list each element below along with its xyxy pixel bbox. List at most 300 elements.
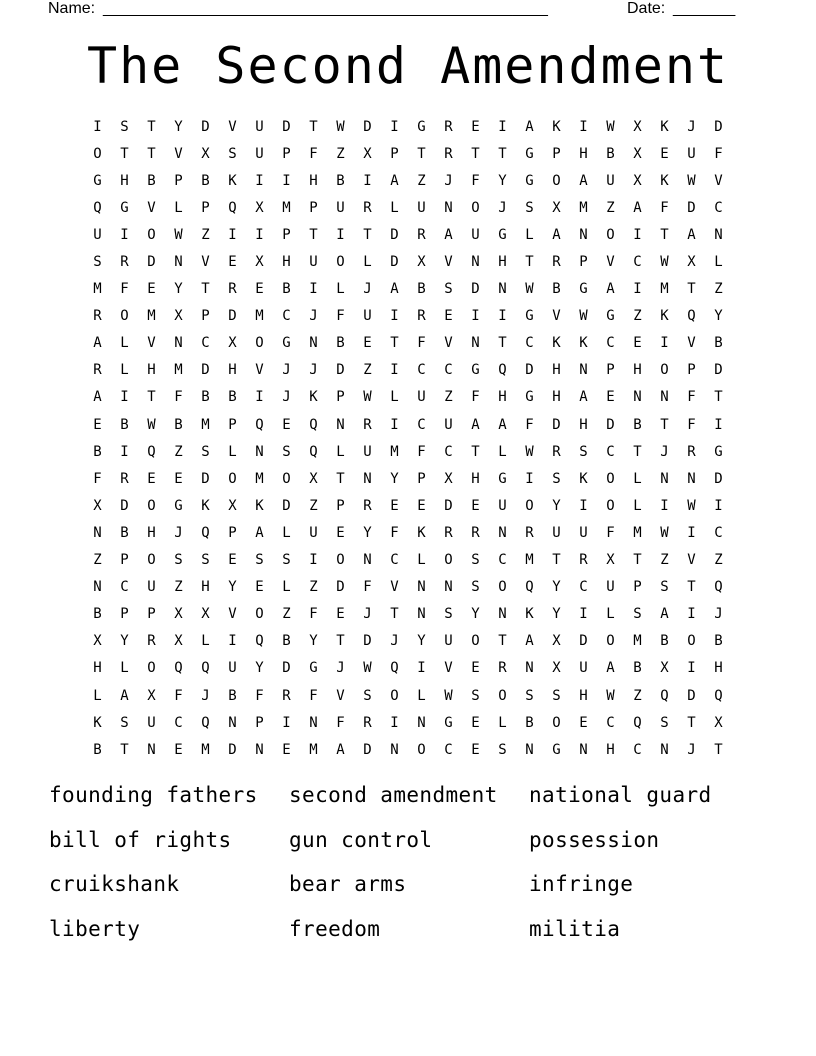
grid-letter[interactable]: N (93, 524, 102, 541)
grid-letter[interactable]: C (714, 199, 723, 216)
grid-letter[interactable]: T (660, 226, 669, 243)
grid-letter[interactable]: N (444, 579, 453, 596)
grid-letter[interactable]: F (336, 308, 345, 325)
grid-letter[interactable]: I (579, 606, 588, 623)
grid-letter[interactable]: U (255, 118, 264, 135)
grid-letter[interactable]: U (471, 226, 480, 243)
grid-letter[interactable]: T (660, 416, 669, 433)
grid-letter[interactable]: I (579, 497, 588, 514)
grid-letter[interactable]: T (120, 145, 129, 162)
grid-letter[interactable]: X (201, 606, 210, 623)
grid-letter[interactable]: A (606, 281, 615, 298)
grid-letter[interactable]: I (498, 118, 507, 135)
grid-letter[interactable]: W (606, 118, 615, 135)
grid-letter[interactable]: W (687, 497, 696, 514)
grid-letter[interactable]: N (714, 226, 723, 243)
grid-letter[interactable]: N (309, 335, 318, 352)
grid-letter[interactable]: J (363, 606, 372, 623)
grid-letter[interactable]: E (147, 281, 156, 298)
grid-letter[interactable]: G (579, 281, 588, 298)
grid-letter[interactable]: F (93, 470, 102, 487)
grid-letter[interactable]: Q (714, 579, 723, 596)
grid-letter[interactable]: B (633, 416, 642, 433)
grid-letter[interactable]: M (201, 416, 210, 433)
grid-letter[interactable]: W (660, 524, 669, 541)
grid-letter[interactable]: I (525, 470, 534, 487)
grid-letter[interactable]: R (525, 524, 534, 541)
grid-letter[interactable]: M (282, 199, 291, 216)
grid-letter[interactable]: F (687, 416, 696, 433)
grid-letter[interactable]: U (363, 443, 372, 460)
grid-letter[interactable]: B (93, 741, 102, 758)
grid-letter[interactable]: B (552, 281, 561, 298)
grid-letter[interactable]: Z (363, 362, 372, 379)
grid-letter[interactable]: O (120, 308, 129, 325)
grid-letter[interactable]: P (147, 606, 156, 623)
grid-letter[interactable]: R (363, 199, 372, 216)
grid-letter[interactable]: D (525, 362, 534, 379)
grid-letter[interactable]: I (282, 714, 291, 731)
grid-letter[interactable]: I (579, 118, 588, 135)
grid-letter[interactable]: I (120, 389, 129, 406)
grid-letter[interactable]: T (633, 552, 642, 569)
grid-letter[interactable]: Z (174, 443, 183, 460)
grid-letter[interactable]: I (93, 118, 102, 135)
grid-letter[interactable]: Q (390, 660, 399, 677)
grid-letter[interactable]: G (525, 308, 534, 325)
grid-letter[interactable]: F (255, 687, 264, 704)
grid-letter[interactable]: X (444, 470, 453, 487)
grid-letter[interactable]: W (363, 389, 372, 406)
grid-letter[interactable]: M (255, 470, 264, 487)
grid-letter[interactable]: H (93, 660, 102, 677)
grid-letter[interactable]: E (336, 606, 345, 623)
grid-letter[interactable]: J (282, 389, 291, 406)
grid-letter[interactable]: X (255, 199, 264, 216)
grid-letter[interactable]: R (417, 308, 426, 325)
grid-letter[interactable]: C (606, 714, 615, 731)
grid-letter[interactable]: Q (201, 714, 210, 731)
grid-letter[interactable]: A (525, 118, 534, 135)
grid-letter[interactable]: D (336, 362, 345, 379)
grid-letter[interactable]: U (552, 524, 561, 541)
grid-letter[interactable]: U (147, 579, 156, 596)
grid-letter[interactable]: C (444, 443, 453, 460)
grid-letter[interactable]: Q (525, 579, 534, 596)
grid-letter[interactable]: P (336, 389, 345, 406)
grid-letter[interactable]: D (363, 633, 372, 650)
grid-letter[interactable]: J (363, 281, 372, 298)
grid-letter[interactable]: L (120, 335, 129, 352)
grid-letter[interactable]: R (687, 443, 696, 460)
grid-letter[interactable]: X (255, 254, 264, 271)
grid-letter[interactable]: U (309, 254, 318, 271)
grid-letter[interactable]: C (444, 362, 453, 379)
grid-letter[interactable]: I (660, 497, 669, 514)
grid-letter[interactable]: A (660, 606, 669, 623)
grid-letter[interactable]: S (363, 687, 372, 704)
grid-letter[interactable]: X (552, 199, 561, 216)
grid-letter[interactable]: E (174, 741, 183, 758)
grid-letter[interactable]: L (363, 254, 372, 271)
grid-letter[interactable]: G (525, 172, 534, 189)
grid-letter[interactable]: D (147, 254, 156, 271)
grid-letter[interactable]: V (255, 362, 264, 379)
grid-letter[interactable]: R (498, 660, 507, 677)
grid-letter[interactable]: J (444, 172, 453, 189)
grid-letter[interactable]: J (687, 741, 696, 758)
grid-letter[interactable]: T (714, 741, 723, 758)
grid-letter[interactable]: D (120, 497, 129, 514)
grid-letter[interactable]: R (93, 362, 102, 379)
grid-letter[interactable]: H (147, 362, 156, 379)
grid-letter[interactable]: Y (552, 606, 561, 623)
grid-letter[interactable]: Y (363, 524, 372, 541)
grid-letter[interactable]: L (714, 254, 723, 271)
grid-letter[interactable]: A (255, 524, 264, 541)
grid-letter[interactable]: H (714, 660, 723, 677)
grid-letter[interactable]: E (282, 416, 291, 433)
grid-letter[interactable]: L (633, 470, 642, 487)
grid-letter[interactable]: V (228, 118, 237, 135)
grid-letter[interactable]: E (363, 335, 372, 352)
grid-letter[interactable]: I (660, 335, 669, 352)
grid-letter[interactable]: A (525, 633, 534, 650)
grid-letter[interactable]: U (147, 714, 156, 731)
grid-letter[interactable]: V (228, 606, 237, 623)
grid-letter[interactable]: W (444, 687, 453, 704)
grid-letter[interactable]: R (417, 226, 426, 243)
grid-letter[interactable]: J (174, 524, 183, 541)
grid-letter[interactable]: Z (201, 226, 210, 243)
grid-letter[interactable]: H (309, 172, 318, 189)
grid-letter[interactable]: N (309, 714, 318, 731)
grid-letter[interactable]: U (336, 199, 345, 216)
grid-letter[interactable]: K (660, 172, 669, 189)
grid-letter[interactable]: E (471, 660, 480, 677)
grid-letter[interactable]: A (390, 281, 399, 298)
grid-letter[interactable]: Q (255, 416, 264, 433)
grid-letter[interactable]: O (417, 741, 426, 758)
grid-letter[interactable]: N (471, 335, 480, 352)
grid-letter[interactable]: A (390, 172, 399, 189)
grid-letter[interactable]: K (309, 389, 318, 406)
grid-letter[interactable]: A (444, 226, 453, 243)
grid-letter[interactable]: N (498, 606, 507, 623)
grid-letter[interactable]: O (147, 552, 156, 569)
grid-letter[interactable]: G (498, 226, 507, 243)
grid-letter[interactable]: O (552, 714, 561, 731)
grid-letter[interactable]: X (417, 254, 426, 271)
grid-letter[interactable]: B (606, 145, 615, 162)
grid-letter[interactable]: J (390, 633, 399, 650)
grid-letter[interactable]: Q (687, 308, 696, 325)
grid-letter[interactable]: I (498, 308, 507, 325)
grid-letter[interactable]: C (282, 308, 291, 325)
grid-letter[interactable]: K (579, 470, 588, 487)
grid-letter[interactable]: D (228, 741, 237, 758)
grid-letter[interactable]: D (390, 254, 399, 271)
grid-letter[interactable]: R (120, 470, 129, 487)
grid-letter[interactable]: V (147, 199, 156, 216)
grid-letter[interactable]: Z (282, 606, 291, 623)
grid-letter[interactable]: C (390, 552, 399, 569)
grid-letter[interactable]: D (471, 281, 480, 298)
grid-letter[interactable]: F (336, 714, 345, 731)
grid-letter[interactable]: F (174, 687, 183, 704)
grid-letter[interactable]: E (579, 714, 588, 731)
grid-letter[interactable]: R (228, 281, 237, 298)
grid-letter[interactable]: I (633, 281, 642, 298)
grid-letter[interactable]: D (714, 118, 723, 135)
grid-letter[interactable]: H (633, 362, 642, 379)
grid-letter[interactable]: N (255, 443, 264, 460)
grid-letter[interactable]: A (471, 416, 480, 433)
grid-letter[interactable]: O (606, 633, 615, 650)
grid-letter[interactable]: T (687, 714, 696, 731)
grid-letter[interactable]: V (687, 552, 696, 569)
grid-letter[interactable]: O (147, 226, 156, 243)
grid-letter[interactable]: F (606, 524, 615, 541)
grid-letter[interactable]: D (363, 118, 372, 135)
grid-letter[interactable]: G (282, 335, 291, 352)
grid-letter[interactable]: U (579, 660, 588, 677)
grid-letter[interactable]: W (525, 281, 534, 298)
grid-letter[interactable]: X (174, 606, 183, 623)
grid-letter[interactable]: V (714, 172, 723, 189)
grid-letter[interactable]: R (363, 497, 372, 514)
grid-letter[interactable]: U (444, 633, 453, 650)
grid-letter[interactable]: E (228, 254, 237, 271)
grid-letter[interactable]: P (120, 552, 129, 569)
grid-letter[interactable]: O (336, 552, 345, 569)
grid-letter[interactable]: O (498, 687, 507, 704)
grid-letter[interactable]: F (525, 416, 534, 433)
grid-letter[interactable]: D (228, 308, 237, 325)
grid-letter[interactable]: H (498, 254, 507, 271)
grid-letter[interactable]: P (390, 145, 399, 162)
grid-letter[interactable]: N (471, 254, 480, 271)
grid-letter[interactable]: F (363, 579, 372, 596)
grid-letter[interactable]: P (417, 470, 426, 487)
grid-letter[interactable]: J (714, 606, 723, 623)
grid-letter[interactable]: O (660, 362, 669, 379)
grid-letter[interactable]: T (363, 226, 372, 243)
grid-letter[interactable]: I (390, 118, 399, 135)
grid-letter[interactable]: I (633, 226, 642, 243)
grid-letter[interactable]: S (444, 606, 453, 623)
grid-letter[interactable]: C (579, 579, 588, 596)
grid-letter[interactable]: W (660, 254, 669, 271)
grid-letter[interactable]: I (471, 308, 480, 325)
grid-letter[interactable]: X (687, 254, 696, 271)
grid-letter[interactable]: P (255, 714, 264, 731)
grid-letter[interactable]: Y (174, 281, 183, 298)
grid-letter[interactable]: C (606, 443, 615, 460)
grid-letter[interactable]: O (606, 226, 615, 243)
grid-letter[interactable]: Y (390, 470, 399, 487)
grid-letter[interactable]: O (687, 633, 696, 650)
grid-letter[interactable]: J (660, 443, 669, 460)
name-field[interactable]: __________________________________________________ (103, 0, 548, 17)
grid-letter[interactable]: K (525, 606, 534, 623)
grid-letter[interactable]: N (390, 741, 399, 758)
grid-letter[interactable]: I (390, 416, 399, 433)
grid-letter[interactable]: E (228, 552, 237, 569)
grid-letter[interactable]: M (174, 362, 183, 379)
grid-letter[interactable]: U (93, 226, 102, 243)
grid-letter[interactable]: S (255, 552, 264, 569)
grid-letter[interactable]: A (579, 389, 588, 406)
grid-letter[interactable]: F (471, 172, 480, 189)
grid-letter[interactable]: Z (444, 389, 453, 406)
grid-letter[interactable]: X (201, 145, 210, 162)
grid-letter[interactable]: W (525, 443, 534, 460)
grid-letter[interactable]: H (579, 687, 588, 704)
grid-letter[interactable]: N (660, 470, 669, 487)
grid-letter[interactable]: J (498, 199, 507, 216)
grid-letter[interactable]: R (552, 254, 561, 271)
grid-letter[interactable]: L (390, 199, 399, 216)
grid-letter[interactable]: T (309, 118, 318, 135)
grid-letter[interactable]: M (579, 199, 588, 216)
grid-letter[interactable]: D (282, 497, 291, 514)
grid-letter[interactable]: B (633, 660, 642, 677)
grid-letter[interactable]: B (336, 335, 345, 352)
grid-letter[interactable]: I (228, 226, 237, 243)
grid-letter[interactable]: N (660, 389, 669, 406)
grid-letter[interactable]: X (309, 470, 318, 487)
grid-letter[interactable]: T (147, 145, 156, 162)
grid-letter[interactable]: I (255, 226, 264, 243)
grid-letter[interactable]: I (714, 416, 723, 433)
grid-letter[interactable]: H (201, 579, 210, 596)
grid-letter[interactable]: T (552, 552, 561, 569)
grid-letter[interactable]: I (255, 172, 264, 189)
grid-letter[interactable]: B (714, 335, 723, 352)
grid-letter[interactable]: E (633, 335, 642, 352)
grid-letter[interactable]: H (498, 389, 507, 406)
grid-letter[interactable]: G (714, 443, 723, 460)
grid-letter[interactable]: L (336, 281, 345, 298)
grid-letter[interactable]: L (498, 443, 507, 460)
grid-letter[interactable]: L (606, 606, 615, 623)
grid-letter[interactable]: L (498, 714, 507, 731)
grid-letter[interactable]: Y (498, 172, 507, 189)
grid-letter[interactable]: K (579, 335, 588, 352)
grid-letter[interactable]: V (174, 145, 183, 162)
grid-letter[interactable]: G (525, 389, 534, 406)
grid-letter[interactable]: W (147, 416, 156, 433)
grid-letter[interactable]: X (174, 308, 183, 325)
grid-letter[interactable]: N (525, 741, 534, 758)
grid-letter[interactable]: C (417, 362, 426, 379)
grid-letter[interactable]: O (444, 552, 453, 569)
grid-letter[interactable]: L (417, 687, 426, 704)
grid-letter[interactable]: M (633, 633, 642, 650)
grid-letter[interactable]: Z (309, 497, 318, 514)
grid-letter[interactable]: J (309, 362, 318, 379)
grid-letter[interactable]: T (498, 633, 507, 650)
grid-letter[interactable]: O (336, 254, 345, 271)
grid-letter[interactable]: Y (255, 660, 264, 677)
grid-letter[interactable]: B (525, 714, 534, 731)
grid-letter[interactable]: I (714, 497, 723, 514)
grid-letter[interactable]: G (552, 741, 561, 758)
grid-letter[interactable]: K (552, 335, 561, 352)
grid-letter[interactable]: R (120, 254, 129, 271)
grid-letter[interactable]: U (255, 145, 264, 162)
grid-letter[interactable]: A (687, 226, 696, 243)
grid-letter[interactable]: F (471, 389, 480, 406)
grid-letter[interactable]: Q (309, 416, 318, 433)
grid-letter[interactable]: S (282, 443, 291, 460)
grid-letter[interactable]: S (552, 470, 561, 487)
grid-letter[interactable]: B (201, 172, 210, 189)
grid-letter[interactable]: Q (498, 362, 507, 379)
grid-letter[interactable]: E (471, 714, 480, 731)
grid-letter[interactable]: M (633, 524, 642, 541)
grid-letter[interactable]: V (444, 254, 453, 271)
grid-letter[interactable]: S (93, 254, 102, 271)
grid-letter[interactable]: L (633, 497, 642, 514)
grid-letter[interactable]: U (363, 308, 372, 325)
grid-letter[interactable]: P (201, 308, 210, 325)
grid-letter[interactable]: Q (93, 199, 102, 216)
grid-letter[interactable]: L (201, 633, 210, 650)
grid-letter[interactable]: U (579, 524, 588, 541)
grid-letter[interactable]: W (363, 660, 372, 677)
grid-letter[interactable]: P (687, 362, 696, 379)
grid-letter[interactable]: J (201, 687, 210, 704)
grid-letter[interactable]: E (336, 524, 345, 541)
grid-letter[interactable]: P (606, 362, 615, 379)
grid-letter[interactable]: G (498, 470, 507, 487)
grid-letter[interactable]: X (633, 172, 642, 189)
grid-letter[interactable]: T (633, 443, 642, 460)
grid-letter[interactable]: G (309, 660, 318, 677)
grid-letter[interactable]: M (93, 281, 102, 298)
grid-letter[interactable]: Y (471, 606, 480, 623)
grid-letter[interactable]: X (93, 633, 102, 650)
grid-letter[interactable]: E (471, 118, 480, 135)
grid-letter[interactable]: X (606, 552, 615, 569)
grid-letter[interactable]: C (633, 741, 642, 758)
grid-letter[interactable]: S (471, 552, 480, 569)
grid-letter[interactable]: X (633, 145, 642, 162)
grid-letter[interactable]: N (174, 254, 183, 271)
grid-letter[interactable]: H (579, 145, 588, 162)
grid-letter[interactable]: O (255, 606, 264, 623)
grid-letter[interactable]: J (336, 660, 345, 677)
grid-letter[interactable]: K (417, 524, 426, 541)
grid-letter[interactable]: C (174, 714, 183, 731)
grid-letter[interactable]: H (552, 362, 561, 379)
grid-letter[interactable]: T (390, 335, 399, 352)
grid-letter[interactable]: D (687, 687, 696, 704)
grid-letter[interactable]: K (660, 118, 669, 135)
grid-letter[interactable]: I (687, 606, 696, 623)
grid-letter[interactable]: Y (174, 118, 183, 135)
grid-letter[interactable]: Q (714, 687, 723, 704)
grid-letter[interactable]: K (201, 497, 210, 514)
grid-letter[interactable]: G (525, 145, 534, 162)
grid-letter[interactable]: N (579, 362, 588, 379)
grid-letter[interactable]: R (147, 633, 156, 650)
grid-letter[interactable]: X (147, 687, 156, 704)
grid-letter[interactable]: M (525, 552, 534, 569)
grid-letter[interactable]: D (444, 497, 453, 514)
